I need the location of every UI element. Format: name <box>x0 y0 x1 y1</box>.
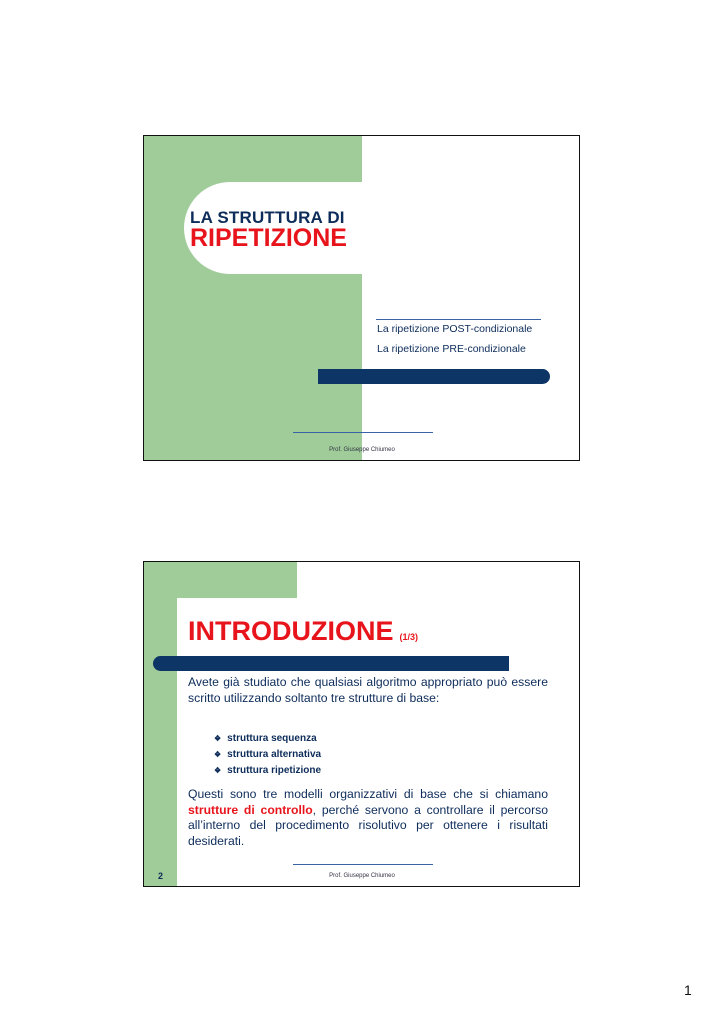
list-item <box>214 763 321 779</box>
divider-line <box>376 319 541 320</box>
option-pre-condizionale: La ripetizione PRE-condizionale <box>377 343 526 355</box>
slide-subtitle: LA STRUTTURA DI <box>190 208 345 227</box>
structure-list <box>214 731 321 779</box>
slide-counter: (1/3) <box>399 632 419 642</box>
slide-number: 2 <box>158 871 164 881</box>
highlight-term: strutture di controllo <box>188 802 313 817</box>
slide-title <box>188 616 418 647</box>
navy-bar <box>153 656 509 671</box>
navy-bar <box>318 369 550 384</box>
body-text-end: , perché servono a controllare il percorso all’interno del procedimento risolutivo per ottenere i risultati desiderati. <box>188 802 548 848</box>
page-number: 1 <box>684 982 692 998</box>
slide-footer: Prof. Giuseppe Chiumeo <box>329 447 395 453</box>
option-post-condizionale: La ripetizione POST-condizionale <box>377 323 533 335</box>
footer-line <box>293 432 433 433</box>
slide-title-text: INTRODUZIONE <box>188 616 394 646</box>
green-panel-left <box>144 562 177 887</box>
slide-title: RIPETIZIONE <box>190 224 347 252</box>
slide-1 <box>143 135 580 461</box>
slide-2 <box>143 561 580 887</box>
diamond-bullet-icon: ❖ <box>214 734 222 743</box>
list-item <box>214 731 321 747</box>
diamond-bullet-icon: ❖ <box>214 766 222 775</box>
list-item <box>214 747 321 763</box>
footer-line <box>293 864 433 865</box>
list-item-label: struttura ripetizione <box>227 765 322 776</box>
body-text-start: Questi sono tre modelli organizzativi di base che si chiamano <box>188 787 548 801</box>
list-item-label: struttura alternativa <box>227 749 322 760</box>
body-paragraph <box>188 787 548 849</box>
diamond-bullet-icon: ❖ <box>214 750 222 759</box>
intro-paragraph: Avete già studiato che qualsiasi algoritmo appropriato può essere scritto utilizzando soltanto tre strutture di base: <box>188 675 548 705</box>
slide-footer: Prof. Giuseppe Chiumeo <box>329 873 395 879</box>
list-item-label: struttura sequenza <box>227 733 317 744</box>
